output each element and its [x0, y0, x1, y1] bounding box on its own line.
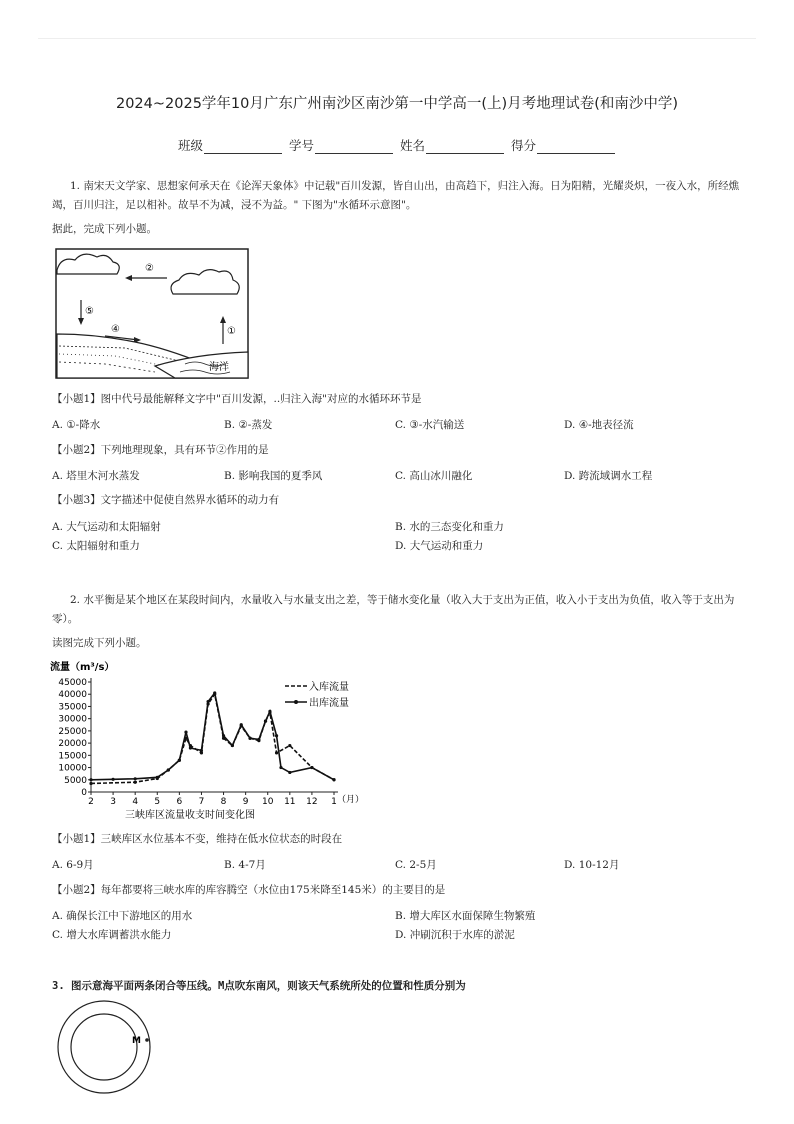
flow-line-chart	[45, 656, 375, 828]
outflow-point	[156, 776, 159, 779]
option-b[interactable]: B. ②-蒸发	[224, 419, 273, 431]
label-4: ④	[111, 324, 120, 335]
q1-sub3-options-row2	[52, 538, 752, 556]
y-tick-label: 35000	[58, 702, 87, 713]
q3-stem: 3. 图示意海平面两条闭合等压线。M点吹东南风，则该天气系统所处的位置和性质分别为	[52, 980, 466, 992]
option-a[interactable]: A. 大气运动和太阳辐射	[52, 521, 161, 533]
option-d[interactable]: D. 冲刷沉积于水库的淤泥	[395, 929, 515, 941]
x-tick-label: 2	[88, 797, 94, 807]
outflow-point	[111, 778, 114, 781]
chart-xunit: （月）	[337, 795, 365, 805]
option-b[interactable]: B. 4-7月	[224, 859, 266, 871]
y-tick-label: 40000	[58, 690, 87, 701]
q2-sub2-options-row2	[52, 927, 752, 945]
q2-sub2-options-row1	[52, 908, 752, 926]
option-c[interactable]: C. 2-5月	[395, 859, 437, 871]
outer-isobar	[58, 1001, 150, 1093]
option-a[interactable]: A. 确保长江中下游地区的用水	[52, 910, 193, 922]
sea-label: 海洋	[209, 362, 229, 373]
outflow-point	[268, 710, 271, 713]
q1-instruction: 据此，完成下列小题。	[52, 223, 157, 235]
y-tick-label: 15000	[58, 751, 87, 762]
x-tick-label: 5	[154, 797, 161, 807]
q1-sub3-question: 【小题3】文字描述中促使自然界水循环的动力有	[52, 494, 280, 506]
inflow-point	[89, 782, 92, 785]
name-label: 姓名	[399, 138, 425, 153]
x-tick-label: 4	[132, 797, 139, 807]
y-tick-label: 0	[81, 788, 87, 798]
q1-sub2-question: 【小题2】下列地理现象，具有环节②作用的是	[52, 444, 269, 456]
legend-label: 入库流量	[309, 682, 349, 693]
outflow-point	[332, 778, 335, 781]
isobar-diagram	[52, 1000, 162, 1110]
option-b[interactable]: B. 增大库区水面保障生物繁殖	[395, 910, 536, 922]
chart-ylabel: 流量（m³/s）	[50, 662, 115, 673]
outflow-point	[275, 734, 278, 737]
label-1: ①	[227, 326, 236, 337]
option-a[interactable]: A. 塔里木河水蒸发	[52, 470, 140, 482]
score-label: 得分	[510, 138, 536, 153]
q2-sub1-options	[52, 857, 752, 875]
option-d[interactable]: D. 大气运动和重力	[395, 540, 484, 552]
y-tick-label: 5000	[64, 775, 87, 786]
q2-instruction: 读图完成下列小题。	[52, 637, 147, 649]
q2-sub1-question: 【小题1】三峡库区水位基本不变，维持在低水位状态的时段在	[52, 833, 343, 845]
student-id-label: 学号	[288, 138, 314, 153]
x-tick-label: 12	[306, 797, 318, 807]
outflow-point	[264, 720, 267, 723]
outflow-point	[222, 734, 225, 737]
q2-stem: 2. 水平衡是某个地区在某段时间内，水量收入与水量支出之差，等于储水变化量（收入大于支出为正值，收入小于支出为负值，收入等于支出为零）。	[52, 594, 735, 625]
q1-sub3-options-row1	[52, 519, 752, 537]
inflow-point	[275, 751, 278, 754]
outflow-point	[178, 759, 181, 762]
outflow-point	[257, 738, 260, 741]
option-a[interactable]: A. 6-9月	[52, 859, 94, 871]
outflow-point	[200, 749, 203, 752]
top-divider	[38, 38, 756, 39]
outflow-point	[167, 768, 170, 771]
x-tick-label: 7	[198, 797, 205, 807]
student-info-fields	[0, 136, 794, 154]
x-tick-label: 6	[176, 797, 183, 807]
score-blank[interactable]	[537, 141, 615, 154]
x-tick-label: 10	[262, 797, 274, 807]
outflow-point	[310, 766, 313, 769]
point-m-label: M	[132, 1036, 141, 1046]
class-blank[interactable]	[204, 141, 282, 154]
outflow-point	[248, 737, 251, 740]
class-label: 班级	[177, 138, 203, 153]
chart-title: 三峡库区流量收支时间变化图	[125, 810, 255, 821]
option-b[interactable]: B. 影响我国的夏季风	[224, 470, 323, 482]
outflow-point	[184, 731, 187, 734]
option-c[interactable]: C. 高山冰川融化	[395, 470, 473, 482]
outflow-point	[189, 746, 192, 749]
outflow-point	[206, 700, 209, 703]
inflow-point	[134, 781, 137, 784]
page-title: 2024~2025学年10月广东广州南沙区南沙第一中学高一(上)月考地理试卷(和南沙中学)	[115, 96, 679, 112]
inner-isobar	[71, 1014, 137, 1080]
option-d[interactable]: D. 10-12月	[564, 859, 620, 871]
legend-label: 出库流量	[309, 698, 349, 709]
student-id-blank[interactable]	[315, 141, 393, 154]
inflow-point	[288, 744, 291, 747]
option-c[interactable]: C. ③-水汽输送	[395, 419, 465, 431]
q1-sub1-question: 【小题1】图中代号最能解释文字中"百川发源，..归注入海"对应的水循环环节是	[52, 393, 422, 405]
option-a[interactable]: A. ①-降水	[52, 419, 101, 431]
outflow-point	[213, 691, 216, 694]
option-d[interactable]: D. ④-地表径流	[564, 419, 634, 431]
q1-sub1-options	[52, 417, 752, 435]
outflow-point	[240, 723, 243, 726]
x-tick-label: 1	[331, 797, 337, 807]
water-cycle-diagram	[55, 248, 250, 380]
option-d[interactable]: D. 跨流域调水工程	[564, 470, 653, 482]
x-tick-label: 11	[284, 797, 296, 807]
label-5: ⑤	[85, 306, 94, 317]
y-tick-label: 25000	[58, 726, 87, 737]
name-blank[interactable]	[426, 141, 504, 154]
option-c[interactable]: C. 增大水库调蓄洪水能力	[52, 929, 172, 941]
x-tick-label: 9	[242, 797, 249, 807]
legend-marker	[294, 700, 298, 704]
outflow-point	[134, 777, 137, 780]
outflow-point	[288, 771, 291, 774]
label-2: ②	[145, 263, 154, 274]
y-tick-label: 10000	[58, 763, 87, 774]
y-tick-label: 20000	[58, 739, 87, 750]
outflow-point	[279, 766, 282, 769]
x-tick-label: 8	[220, 797, 227, 807]
q1-stem: 1. 南宋天文学家、思想家何承天在《论浑天象体》中记载"百川发源，皆自山出，由高趋下，归注入海。日为阳精，光耀炎炽，一夜入水，所经燋竭，百川归注，足以相补。故旱不为减，浸不为益。" 下图为"水循环示意图"。	[52, 180, 740, 211]
q2-sub2-question: 【小题2】每年都要将三峡水库的库容腾空（水位由175米降至145米）的主要目的是	[52, 884, 446, 896]
outflow-series-line	[91, 693, 334, 780]
option-c[interactable]: C. 太阳辐射和重力	[52, 540, 140, 552]
q1-sub2-options	[52, 468, 752, 486]
x-tick-label: 3	[110, 797, 116, 807]
point-m	[145, 1038, 149, 1042]
y-tick-label: 45000	[58, 678, 87, 688]
y-tick-label: 30000	[58, 714, 87, 725]
outflow-point	[89, 778, 92, 781]
outflow-point	[231, 744, 234, 747]
option-b[interactable]: B. 水的三态变化和重力	[395, 521, 504, 533]
